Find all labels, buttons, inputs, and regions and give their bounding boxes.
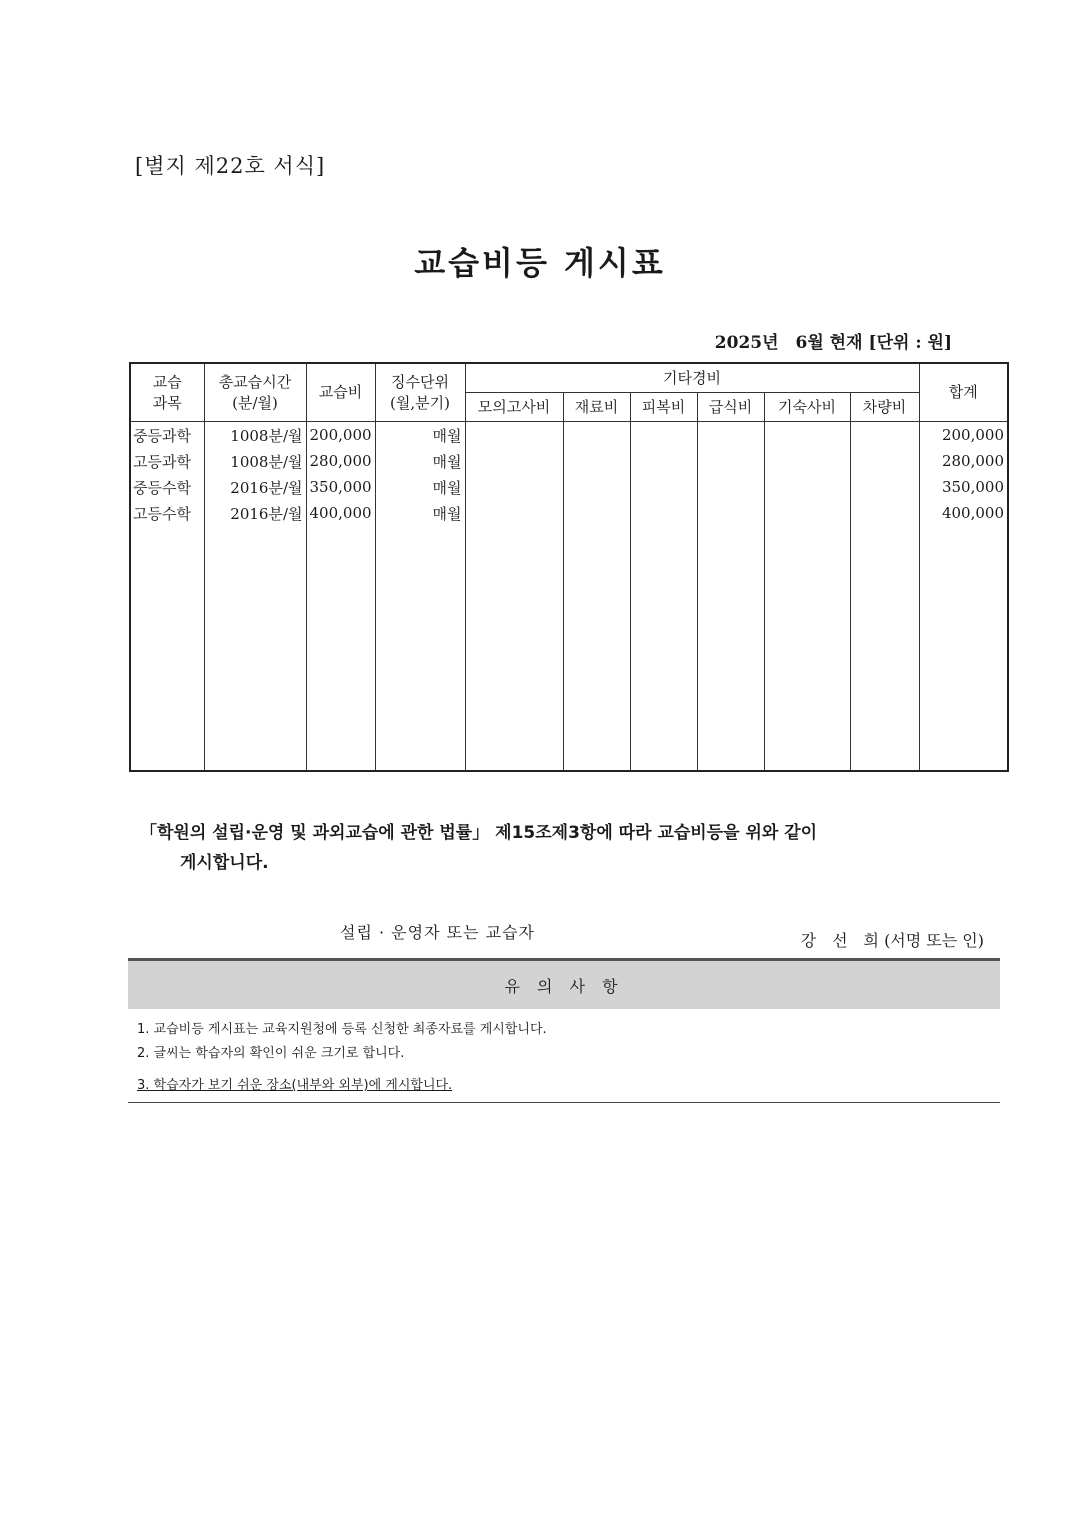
cell-unit: 매월 [375,422,465,449]
header-dormitory-fee: 기숙사비 [764,393,850,422]
cell-total: 400,000 [919,500,1008,526]
header-tuition: 교습비 [306,363,375,422]
cell-tuition: 280,000 [306,448,375,474]
cell-total: 200,000 [919,422,1008,449]
cell-hours: 1008분/월 [204,448,306,474]
cell-subject: 중등과학 [130,422,204,449]
header-collection-unit: 징수단위 (월,분기) [375,363,465,422]
header-vehicle-fee: 차량비 [850,393,919,422]
as-of-date-value: 2025년 6월 현재 [714,333,863,353]
cell-hours: 2016분/월 [204,474,306,500]
table-row [130,500,1008,526]
caution-item: 1. 교습비등 게시표는 교육지원청에 등록 신청한 최종자료를 게시합니다. [137,1022,547,1037]
fee-table [129,362,1009,772]
header-subject: 교습 과목 [130,363,204,422]
header-total-hours: 총교습시간 (분/월) [204,363,306,422]
caution-heading: 유 의 사 항 [128,958,1000,1009]
form-code: [별지 제22호 서식] [135,154,326,178]
legal-notice-line1: 「학원의 설립·운영 및 과외교습에 관한 법률」 제15조제3항에 따라 교습비등을 위와 같이 [140,823,818,843]
header-meal-fee: 급식비 [697,393,764,422]
signer-name: 강 선 희 (서명 또는 인) [800,931,984,950]
cell-hours: 2016분/월 [204,500,306,526]
header-mock-exam-fee: 모의고사비 [465,393,563,422]
cell-total: 280,000 [919,448,1008,474]
cell-hours: 1008분/월 [204,422,306,449]
cell-tuition: 400,000 [306,500,375,526]
cell-tuition: 350,000 [306,474,375,500]
cell-unit: 매월 [375,474,465,500]
header-material-fee: 재료비 [563,393,630,422]
table-row [130,422,1008,449]
unit-label: [단위 : 원] [868,333,952,353]
cell-subject: 고등수학 [130,500,204,526]
table-empty-area [130,526,1008,771]
table-row [130,448,1008,474]
table-row [130,474,1008,500]
signer-role: 설립 · 운영자 또는 교습자 [340,923,535,942]
caution-item: 3. 학습자가 보기 쉬운 장소(내부와 외부)에 게시합니다. [137,1078,453,1093]
cell-total: 350,000 [919,474,1008,500]
as-of-date [709,328,952,353]
cell-subject: 중등수학 [130,474,204,500]
cell-unit: 매월 [375,448,465,474]
page-title: 교습비등 게시표 [414,244,666,282]
header-total: 합계 [919,363,1008,422]
cell-unit: 매월 [375,500,465,526]
header-clothing-fee: 피복비 [630,393,697,422]
cell-subject: 고등과학 [130,448,204,474]
divider [128,1102,1000,1103]
header-other-costs: 기타경비 [465,363,919,393]
legal-notice-line2: 게시합니다. [180,853,269,873]
legal-notice [140,818,940,878]
cell-tuition: 200,000 [306,422,375,449]
caution-item: 2. 글씨는 학습자의 확인이 쉬운 크기로 합니다. [137,1046,405,1061]
caution-list [137,1018,547,1098]
